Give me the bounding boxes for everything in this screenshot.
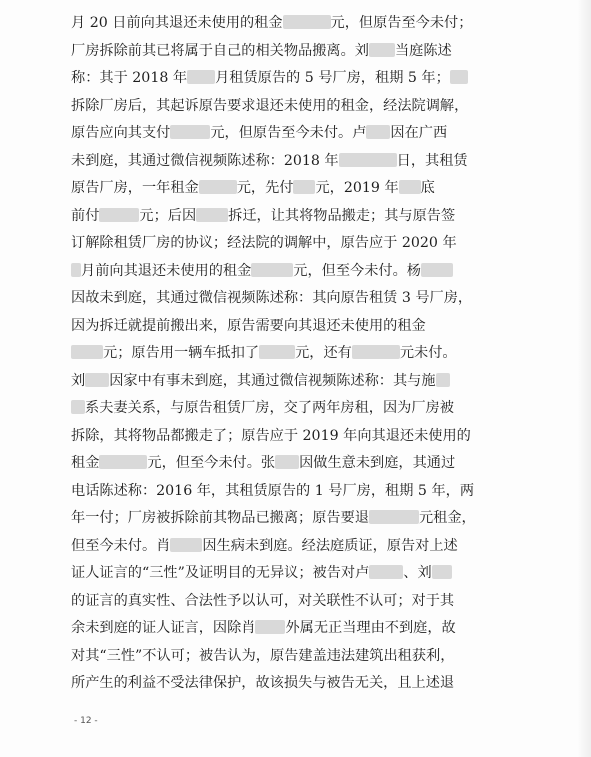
redaction bbox=[432, 565, 452, 579]
text-line-19: 年一付；厂房被拆除前其物品已搬离；原告要退 元租金， bbox=[71, 510, 476, 526]
redaction bbox=[99, 455, 147, 469]
text-line-25: 所产生的利益不受法律保护，故该损失与被告无关，且上述退 bbox=[71, 675, 455, 691]
redaction bbox=[199, 180, 237, 194]
page-number: - 12 - bbox=[74, 716, 98, 726]
text-line-15: 系夫妻关系，与原告租赁厂房，交了两年房租，因为厂房被 bbox=[71, 395, 531, 423]
redaction bbox=[255, 620, 285, 634]
redaction bbox=[352, 345, 400, 359]
page-edge-shadow bbox=[577, 0, 591, 757]
redaction bbox=[71, 345, 103, 359]
text-line-1: 月 20 日前向其退还未使用的租金 元，但原告至今未付； bbox=[71, 15, 473, 31]
redaction bbox=[259, 345, 295, 359]
text-line-11: 因故未到庭，其通过微信视频陈述称：其向原告租赁 3 号厂房， bbox=[71, 290, 473, 306]
redaction bbox=[187, 70, 215, 84]
document-body bbox=[71, 10, 531, 698]
text-line-10: 月前向其退还未使用的租金 元，但至今未付。杨 bbox=[71, 258, 531, 286]
redaction bbox=[170, 125, 210, 139]
redaction bbox=[369, 43, 395, 57]
text-line-18: 电话陈述称：2016 年，其租赁原告的 1 号厂房，租期 5 年，两 bbox=[71, 482, 475, 499]
text-line-8: 前付 元；后因 拆迁，让其将物品搬走；其与原告签 bbox=[71, 207, 456, 224]
text-line-12: 因为拆迁就提前搬出来，原告需要向其退还未使用的租金 bbox=[71, 317, 426, 334]
redaction bbox=[71, 400, 85, 414]
text-line-9: 订解除租赁厂房的协议；经法院的调解中，原告应于 2020 年 bbox=[71, 235, 457, 251]
text-line-13: 元；原告用一辆车抵扣了 元，还有 元未付。 bbox=[71, 340, 531, 368]
text-line-4: 拆除厂房后，其起诉原告要求退还未使用的租金，经法院调解， bbox=[71, 97, 469, 114]
text-line-14: 刘 因家中有事未到庭，其通过微信视频陈述称：其与施 bbox=[71, 368, 531, 396]
redaction bbox=[366, 125, 390, 139]
redaction bbox=[196, 208, 228, 222]
redaction bbox=[339, 153, 397, 167]
text-line-17: 租金 元，但至今未付。张 因做生意未到庭，其通过 bbox=[71, 455, 456, 471]
text-line-2: 厂房拆除前其已将属于自己的相关物品搬离。刘 当庭陈述 bbox=[71, 42, 452, 59]
redaction bbox=[283, 15, 331, 29]
text-line-3: 称：其于 2018 年 月租赁原告的 5 号厂房，租期 5 年； bbox=[71, 65, 531, 93]
text-line-16: 拆除，其将物品都搬走了；原告应于 2019 年向其退还未使用的 bbox=[71, 427, 471, 444]
redaction bbox=[71, 263, 81, 277]
text-line-23: 余未到庭的证人证言，因除肖 外属无正当理由不到庭，故 bbox=[71, 620, 456, 636]
redaction bbox=[275, 455, 299, 469]
redaction bbox=[251, 263, 293, 277]
redaction bbox=[85, 373, 109, 387]
text-line-24: 对其“三性”不认可；被告认为，原告建盖违法建筑出租获利， bbox=[71, 647, 455, 664]
text-line-22: 的证言的真实性、合法性予以认可，对关联性不认可；对于其 bbox=[71, 592, 455, 609]
redaction bbox=[99, 208, 139, 222]
text-line-7: 原告厂房，一年租金 元，先付 元，2019 年 底 bbox=[71, 180, 435, 196]
redaction bbox=[369, 510, 419, 524]
redaction bbox=[436, 373, 450, 387]
redaction bbox=[421, 263, 453, 277]
redaction bbox=[369, 565, 403, 579]
redaction bbox=[399, 180, 421, 194]
text-line-20: 但至今未付。肖 因生病未到庭。经法庭质证，原告对上述 bbox=[71, 537, 458, 554]
text-line-21: 证人证言的“三性”及证明目的无异议；被告对卢 、刘 bbox=[71, 560, 531, 588]
text-line-6: 未到庭，其通过微信视频陈述称：2018 年 日，其租赁 bbox=[71, 152, 468, 169]
redaction bbox=[450, 70, 468, 84]
redaction bbox=[293, 180, 315, 194]
redaction bbox=[170, 538, 202, 552]
text-line-5: 原告应向其支付 元，但原告至今未付。卢 因在广西 bbox=[71, 125, 448, 141]
